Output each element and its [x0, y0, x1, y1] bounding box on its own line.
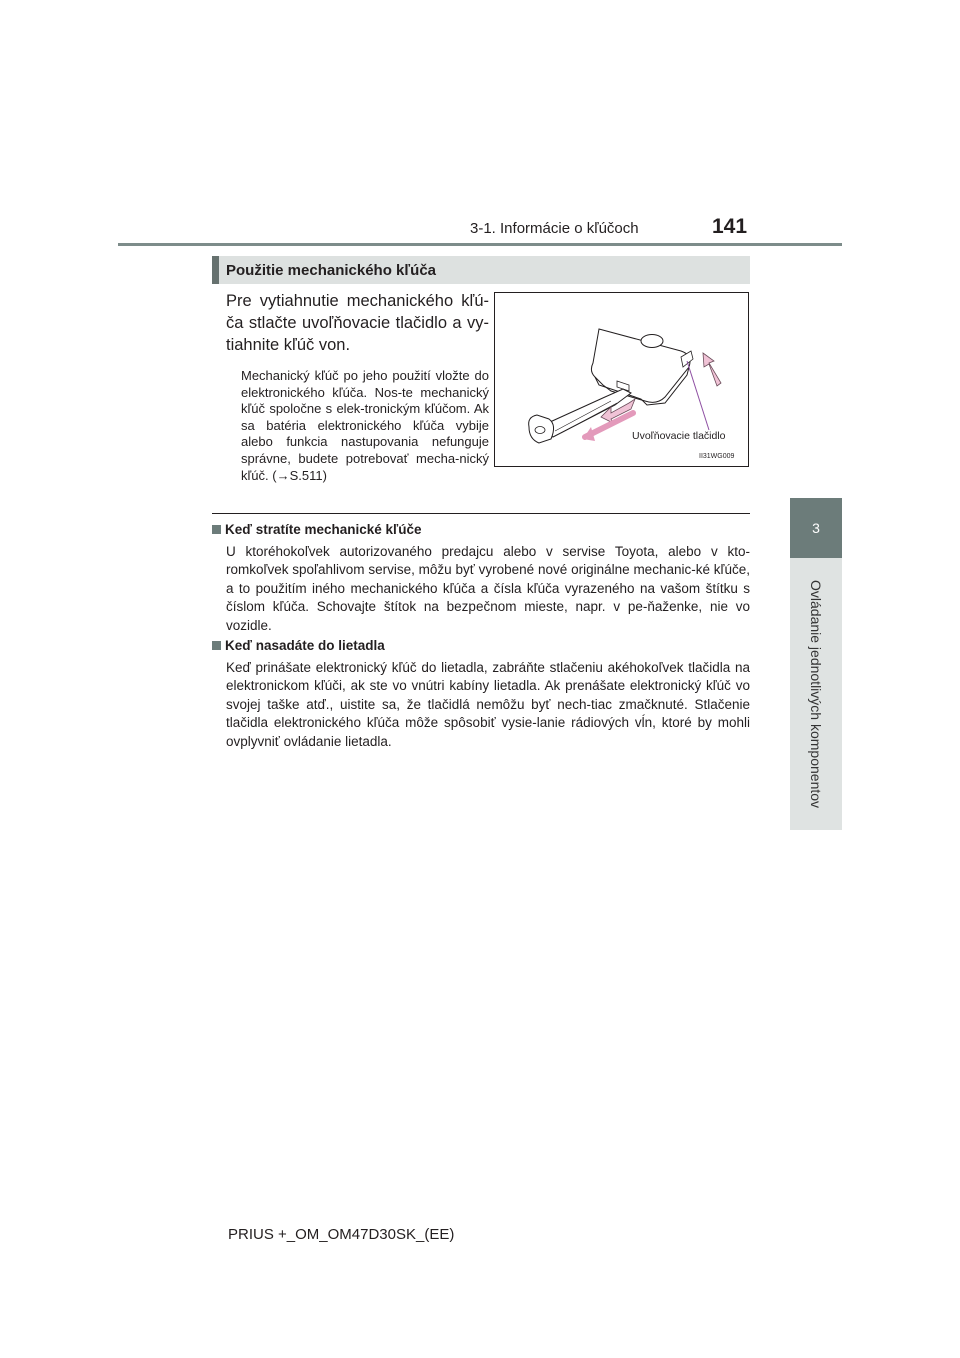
- key-illustration: [494, 292, 749, 467]
- usage-note: Mechanický kľúč po jeho použití vložte do elektronického kľúča. Nos-te mechanický kľúč spoločne s elek-tronickým kľúčom. Ak sa batéria elektronického kľúča vybije alebo funkcia nastupovania nefunguje správne, budete potrebovať mecha-nický kľúč. (→S.511): [241, 368, 489, 483]
- subsection-heading: Keď stratíte mechanické kľúče: [212, 522, 422, 537]
- page-number: 141: [712, 215, 748, 238]
- figure-code: II31WG009: [699, 453, 735, 460]
- bullet-square-icon: [212, 641, 221, 650]
- lead-instruction: Pre vytiahnutie mechanického kľú-ča stlačte uvoľňovacie tlačidlo a vy-tiahnite kľúč von.: [226, 292, 489, 354]
- document-code: PRIUS +_OM_OM47D30SK_(EE): [228, 1226, 455, 1243]
- chapter-number: 3: [812, 520, 820, 536]
- subsection-text: U ktoréhokoľvek autorizovaného predajcu alebo v servise Toyota, alebo v kto-romkoľvek spoľahlivom servise, môžu byť vyrobené nové originálne mechanic-ké kľúče, a to použitím iného mechanického kľúča a čísla kľúča vyrazeného na vašom štítku s číslom kľúča. Schovajte štítok na bezpečnom mieste, napr. v pe-ňaženke, nie vo vozidle.: [226, 544, 750, 633]
- subsection-text: Keď prinášate elektronický kľúč do lietadla, zabráňte stlačeniu akéhokoľvek tlačidla na elektronickom kľúči, ak ste vo vnútri kabíny lietadla. Ak prenášate elektronický kľúč vo svojej taške atď., uistite sa, že tlačidlá nemôžu byť nech-tiac zmačknuté. Stlačenie tlačidla elektronického kľúča môže spôsobiť vysie-lanie rádiových vĺn, ktoré by mohli ovplyvniť ovládanie lietadla.: [226, 660, 750, 749]
- header-rule: [118, 243, 842, 246]
- bullet-square-icon: [212, 525, 221, 534]
- section-title: Použitie mechanického kľúča: [226, 262, 437, 279]
- chapter-title: Ovládanie jednotlivých komponentov: [808, 579, 824, 809]
- subsection-heading: Keď nasadáte do lietadla: [212, 638, 385, 653]
- release-button-callout: Uvoľňovacie tlačidlo: [632, 430, 726, 442]
- section-header: 3-1. Informácie o kľúčoch: [470, 220, 639, 237]
- section-title-marker: [212, 256, 219, 284]
- section-divider: [212, 513, 750, 514]
